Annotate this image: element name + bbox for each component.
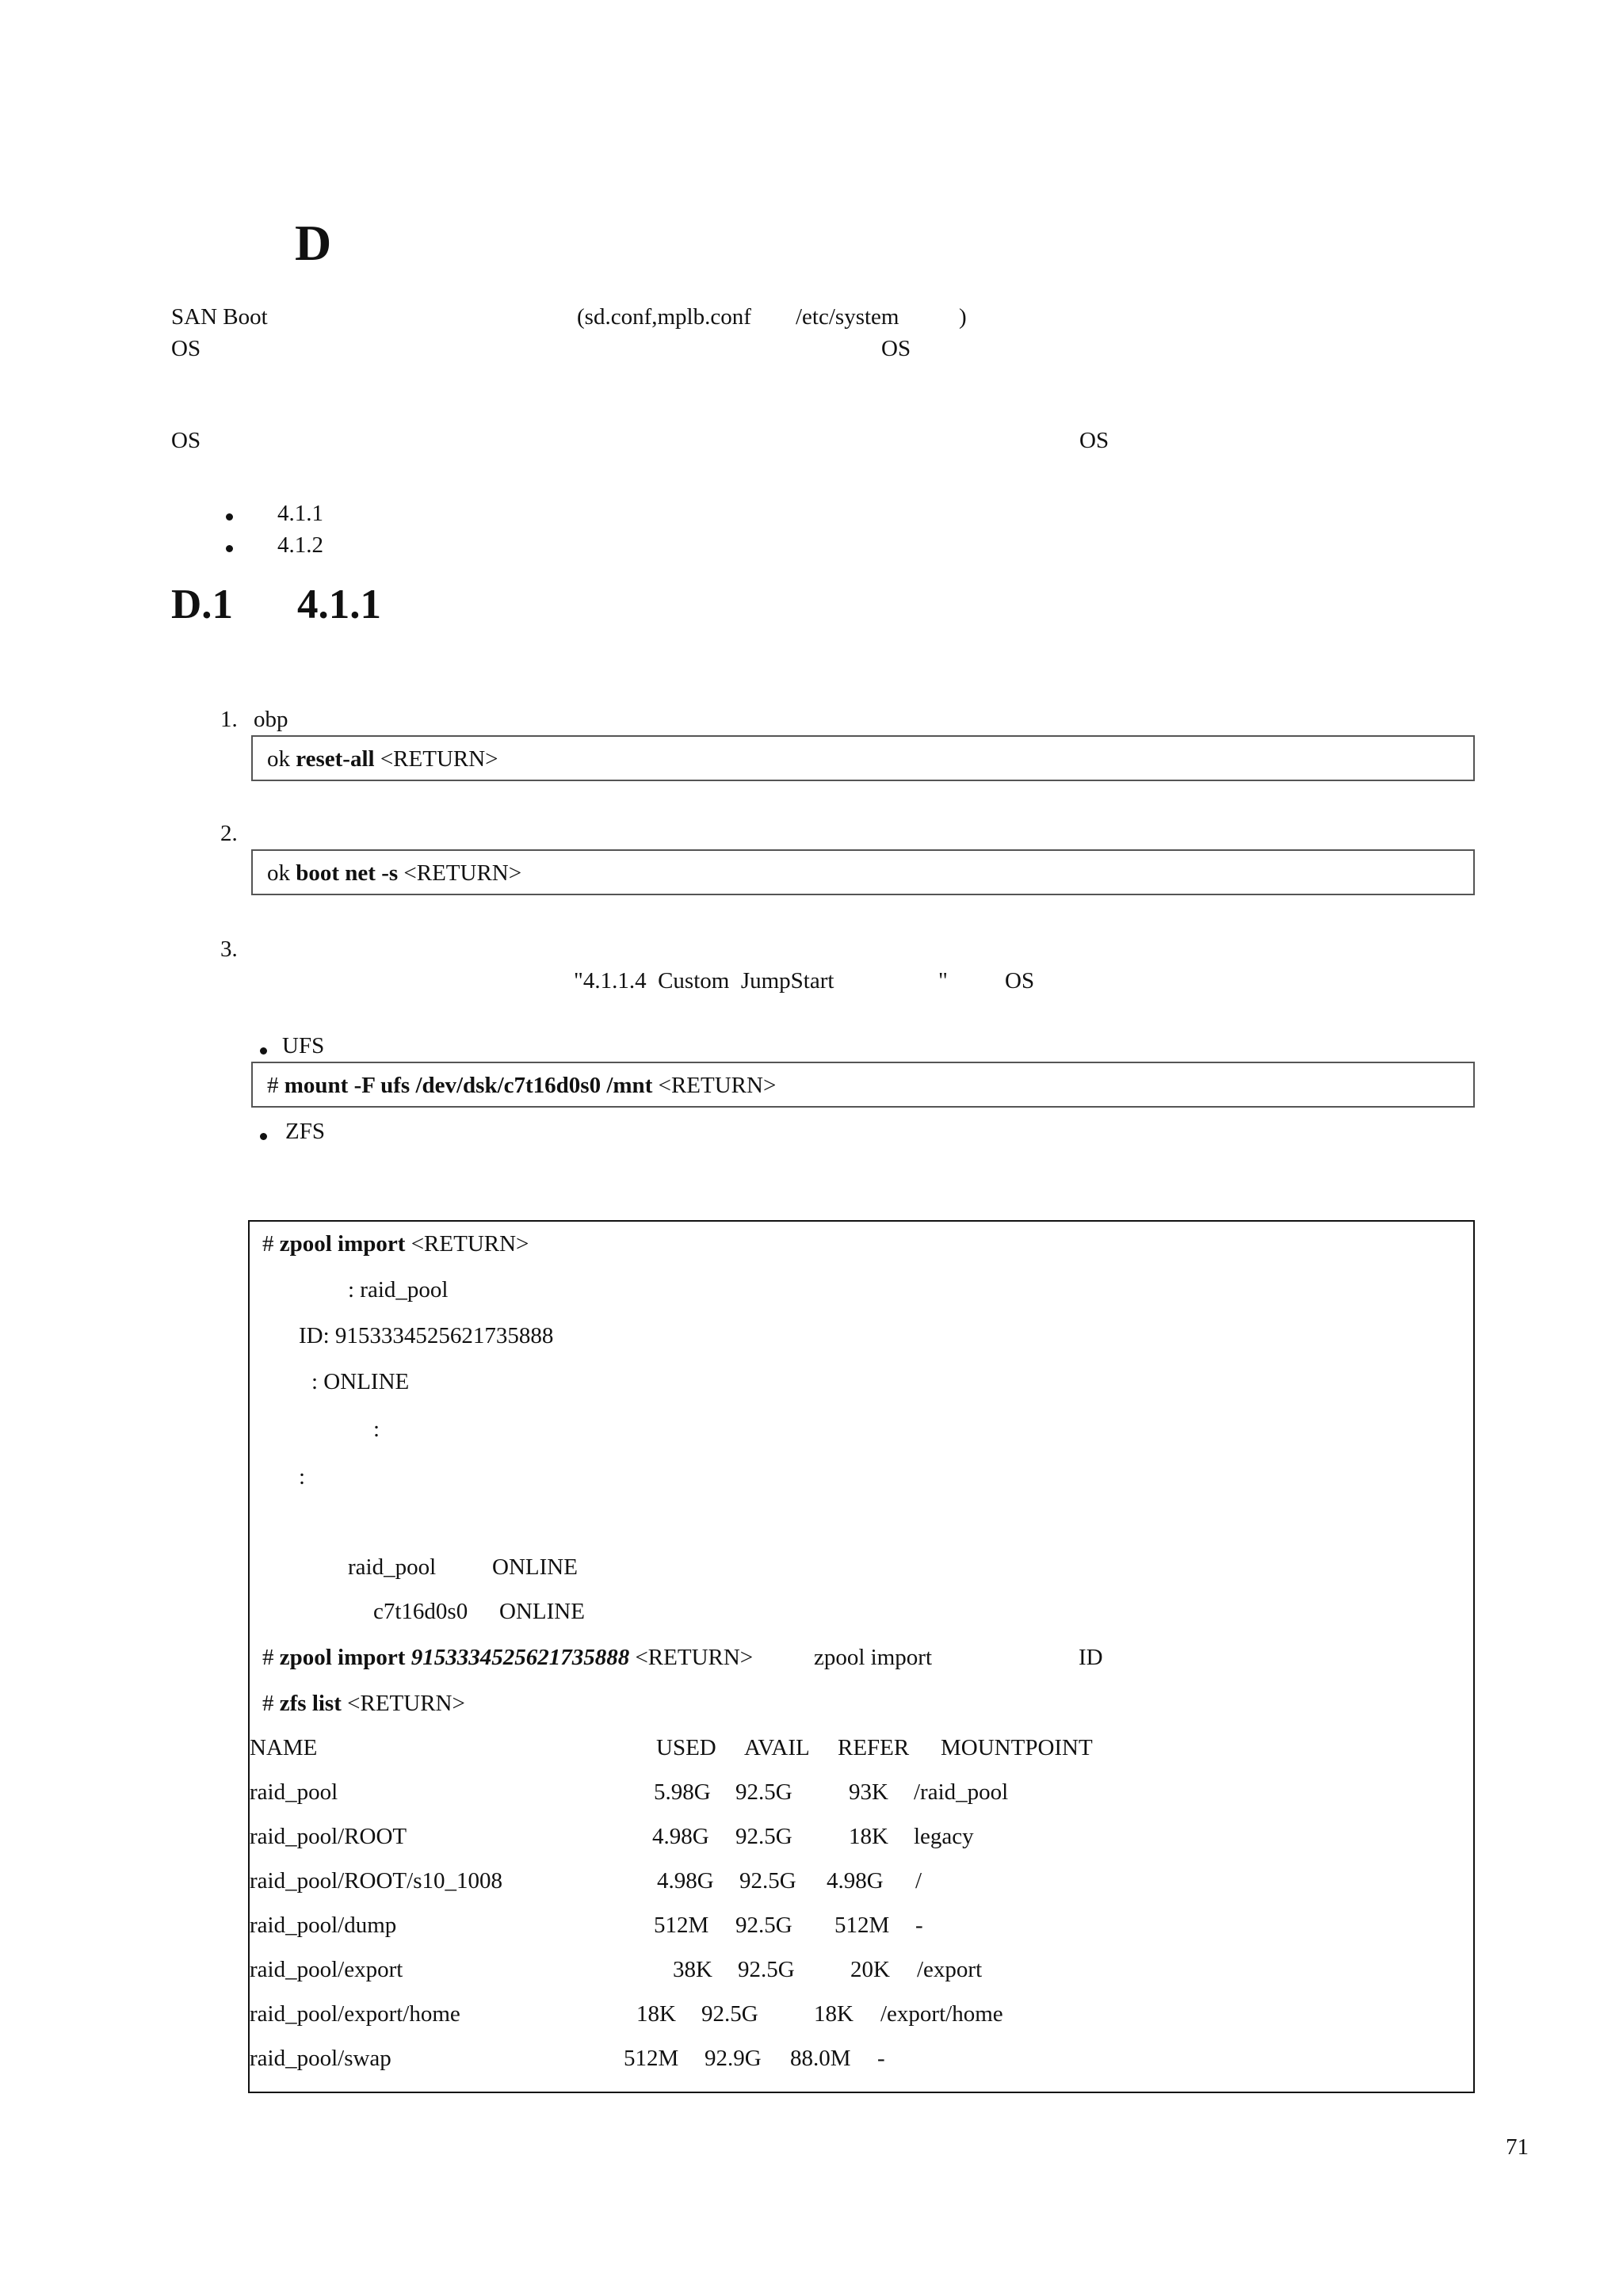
intro-close-paren: )	[959, 304, 967, 330]
step-3-custom-jumpstart-ref[interactable]: "4.1.1.4 Custom JumpStart	[574, 968, 834, 994]
ref-link-4-1-2[interactable]: 4.1.2	[277, 532, 323, 558]
intro-san-boot: SAN Boot	[171, 304, 268, 330]
table-row-mountpoint: /	[915, 1868, 922, 1894]
zfs-table-header-used: USED	[656, 1735, 716, 1760]
table-row-name: raid_pool/swap	[250, 2046, 391, 2071]
zfs-import-note-id: ID	[1079, 1645, 1103, 1670]
zfs-colon-2: :	[299, 1464, 306, 1489]
table-row-mountpoint: /raid_pool	[914, 1779, 1009, 1805]
intro-conf-files: (sd.conf,mplb.conf	[577, 304, 751, 330]
step-3-close-quote: "	[938, 968, 948, 994]
zfs-table-header-mountpoint: MOUNTPOINT	[941, 1735, 1093, 1760]
zfs-table-header-name: NAME	[250, 1735, 318, 1760]
step-1-command: ok reset-all <RETURN>	[267, 746, 498, 772]
table-row-refer: 512M	[834, 1913, 890, 1938]
zfs-pool-line: : raid_pool	[348, 1277, 449, 1302]
table-row-avail: 92.5G	[738, 1957, 795, 1982]
table-row-mountpoint: -	[915, 1913, 923, 1938]
zfs-config-pool: raid_pool	[348, 1554, 437, 1580]
table-row-used: 512M	[624, 2046, 679, 2071]
bullet-icon	[226, 545, 233, 552]
table-row-used: 4.98G	[657, 1868, 714, 1894]
table-row-avail: 92.5G	[735, 1824, 792, 1849]
step-1-number: 1.	[220, 707, 238, 732]
table-row-mountpoint: /export/home	[880, 2001, 1003, 2027]
page-number: 71	[1506, 2134, 1529, 2160]
table-row-refer: 88.0M	[790, 2046, 851, 2071]
intro-os-1: OS	[171, 336, 201, 361]
bullet-icon	[260, 1133, 267, 1140]
zfs-id-line: ID: 9153334525621735888	[299, 1323, 554, 1348]
table-row-used: 18K	[636, 2001, 676, 2027]
chapter-letter: D	[295, 215, 332, 271]
table-row-refer: 93K	[849, 1779, 888, 1805]
table-row-name: raid_pool/export/home	[250, 2001, 460, 2027]
ufs-command: # mount -F ufs /dev/dsk/c7t16d0s0 /mnt <RETURN>	[267, 1073, 777, 1098]
zfs-table-header-avail: AVAIL	[744, 1735, 810, 1760]
table-row-name: raid_pool/dump	[250, 1913, 397, 1938]
zfs-import-command: # zpool import <RETURN>	[262, 1231, 529, 1257]
step-2-command-box	[251, 849, 1475, 895]
table-row-name: raid_pool/ROOT/s10_1008	[250, 1868, 502, 1894]
table-row-refer: 4.98G	[827, 1868, 884, 1894]
table-row-avail: 92.5G	[735, 1913, 792, 1938]
section-number: D.1	[171, 582, 234, 627]
zfs-label: ZFS	[285, 1119, 325, 1144]
table-row-avail: 92.5G	[701, 2001, 758, 2027]
step-1-text: obp	[254, 707, 288, 732]
table-row-used: 4.98G	[652, 1824, 709, 1849]
table-row-mountpoint: legacy	[914, 1824, 974, 1849]
bullet-icon	[226, 513, 233, 521]
table-row-used: 512M	[654, 1913, 709, 1938]
zfs-list-command: # zfs list <RETURN>	[262, 1691, 465, 1716]
zfs-colon-1: :	[373, 1417, 380, 1442]
table-row-name: raid_pool	[250, 1779, 338, 1805]
step-1-command-box	[251, 735, 1475, 781]
table-row-avail: 92.9G	[705, 2046, 762, 2071]
table-row-avail: 92.5G	[739, 1868, 796, 1894]
ufs-label: UFS	[282, 1033, 325, 1058]
zfs-state-line: : ONLINE	[311, 1369, 410, 1394]
table-row-used: 38K	[673, 1957, 712, 1982]
zfs-import-id-command: # zpool import 9153334525621735888 <RETURN>	[262, 1645, 754, 1670]
intro-os-2: OS	[881, 336, 911, 361]
zfs-command-box	[248, 1220, 1475, 2093]
intro-os-4: OS	[1079, 428, 1109, 453]
ufs-command-box	[251, 1062, 1475, 1108]
table-row-avail: 92.5G	[735, 1779, 792, 1805]
bullet-icon	[260, 1047, 267, 1055]
intro-etc-system: /etc/system	[796, 304, 899, 330]
intro-os-3: OS	[171, 428, 201, 453]
zfs-config-dev-state: ONLINE	[499, 1599, 585, 1624]
step-2-command: ok boot net -s <RETURN>	[267, 860, 522, 886]
table-row-refer: 20K	[850, 1957, 890, 1982]
table-row-used: 5.98G	[654, 1779, 711, 1805]
step-2-number: 2.	[220, 821, 238, 846]
table-row-mountpoint: /export	[917, 1957, 983, 1982]
section-title: 4.1.1	[297, 582, 381, 627]
step-3-number: 3.	[220, 936, 238, 962]
table-row-refer: 18K	[814, 2001, 854, 2027]
table-row-refer: 18K	[849, 1824, 888, 1849]
zfs-config-dev: c7t16d0s0	[373, 1599, 468, 1624]
step-3-os: OS	[1005, 968, 1035, 994]
table-row-mountpoint: -	[877, 2046, 885, 2071]
ref-link-4-1-1[interactable]: 4.1.1	[277, 501, 323, 526]
table-row-name: raid_pool/export	[250, 1957, 403, 1982]
table-row-name: raid_pool/ROOT	[250, 1824, 407, 1849]
zfs-config-pool-state: ONLINE	[492, 1554, 578, 1580]
zfs-table-header-refer: REFER	[838, 1735, 910, 1760]
zfs-import-note: zpool import	[814, 1645, 933, 1670]
